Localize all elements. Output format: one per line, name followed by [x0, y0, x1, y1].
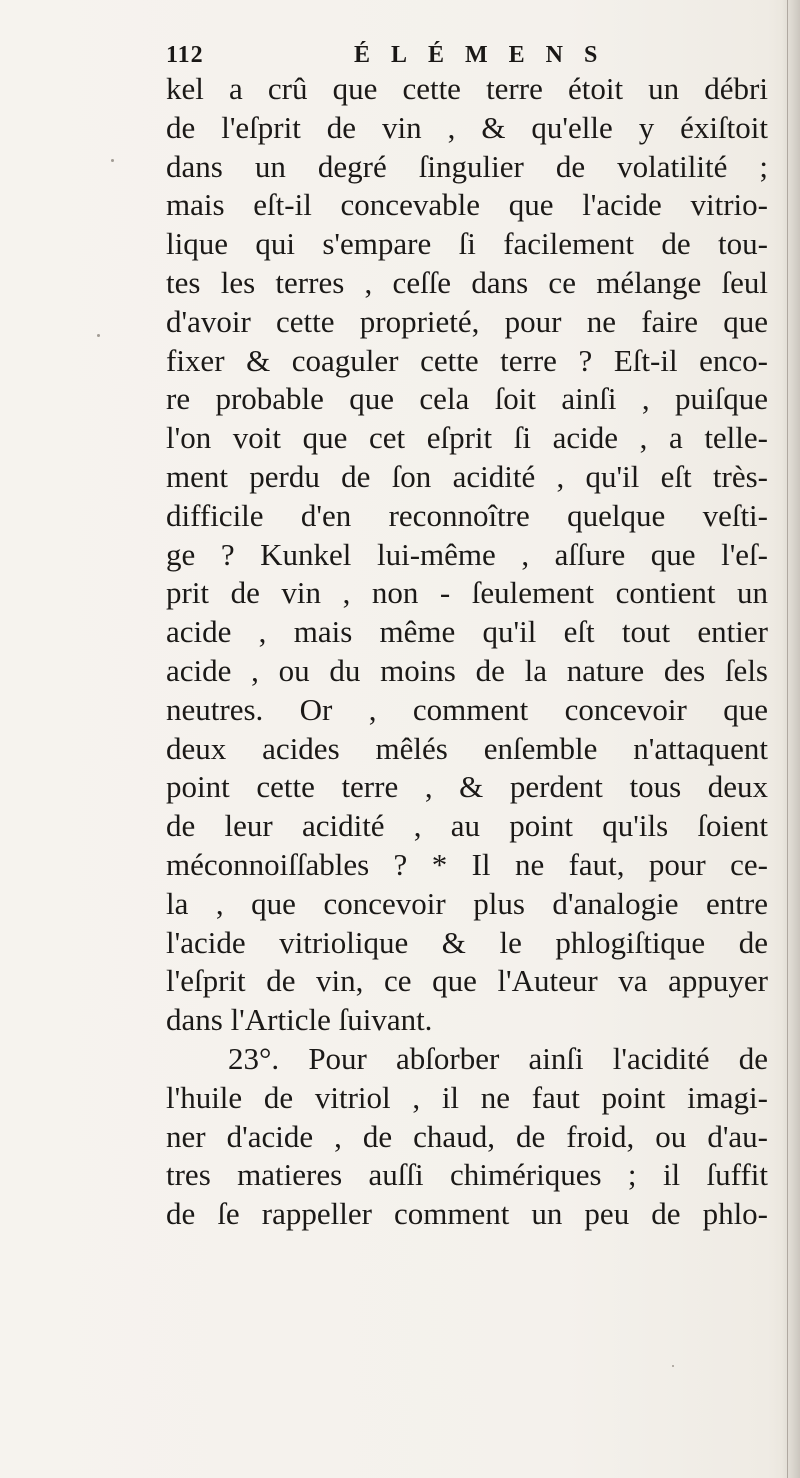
text-line: deux acides mêlés enſemble n'attaquent — [166, 730, 768, 766]
text-line: l'on voit que cet eſprit ſi acide , a telle- — [166, 420, 768, 456]
page-edge-line — [787, 0, 788, 1478]
text-line: lique qui s'empare ſi facilement de tou- — [166, 226, 768, 262]
text-line: la , que concevoir plus d'analogie entre — [166, 885, 768, 921]
text-line: ment perdu de ſon acidité , qu'il eſt très- — [166, 458, 768, 494]
paragraph-start-line: 23°. Pour abſorber ainſi l'acidité de — [228, 1040, 768, 1076]
running-title: ÉLÉMENS — [354, 42, 619, 68]
text-line: l'eſprit de vin, ce que l'Auteur va appuyer — [166, 963, 768, 999]
text-line: re probable que cela ſoit ainſi , puiſque — [166, 381, 768, 417]
text-line: tres matieres auſſi chimériques ; il ſuffit — [166, 1157, 768, 1193]
text-line: prit de vin , non - ſeulement contient un — [166, 575, 768, 611]
text-line: difficile d'en reconnoître quelque veſti- — [166, 497, 768, 533]
page-number: 112 — [166, 42, 204, 68]
paper-speck — [97, 334, 100, 337]
body-text — [166, 70, 768, 1234]
text-line: de l'eſprit de vin , & qu'elle y éxiſtoit — [166, 109, 768, 145]
text-line: l'huile de vitriol , il ne faut point imagi- — [166, 1079, 768, 1115]
text-line: tes les terres , ceſſe dans ce mélange ſeul — [166, 264, 768, 300]
paper-speck — [111, 159, 114, 162]
text-line: dans l'Article ſuivant. — [166, 1002, 433, 1038]
text-line: ge ? Kunkel lui-même , aſſure que l'eſ- — [166, 536, 768, 572]
text-line: mais eſt-il concevable que l'acide vitrio- — [166, 187, 768, 223]
text-line: dans un degré ſingulier de volatilité ; — [166, 148, 768, 184]
text-line: point cette terre , & perdent tous deux — [166, 769, 768, 805]
text-line: l'acide vitriolique & le phlogiſtique de — [166, 924, 768, 960]
text-line: de leur acidité , au point qu'ils ſoient — [166, 808, 768, 844]
page-edge-shadow — [782, 0, 800, 1478]
text-line: ner d'acide , de chaud, de froid, ou d'au- — [166, 1118, 768, 1154]
text-line: kel a crû que cette terre étoit un débri — [166, 71, 768, 106]
text-line: méconnoiſſables ? * Il ne faut, pour ce- — [166, 846, 768, 882]
text-line: fixer & coaguler cette terre ? Eſt-il enco- — [166, 342, 768, 378]
text-line: acide , ou du moins de la nature des ſels — [166, 652, 768, 688]
text-line: neutres. Or , comment concevoir que — [166, 691, 768, 727]
paper-speck — [672, 1365, 674, 1367]
text-line: de ſe rappeller comment un peu de phlo- — [166, 1196, 768, 1232]
text-line: d'avoir cette proprieté, pour ne faire que — [166, 303, 768, 339]
text-line: acide , mais même qu'il eſt tout entier — [166, 614, 768, 650]
